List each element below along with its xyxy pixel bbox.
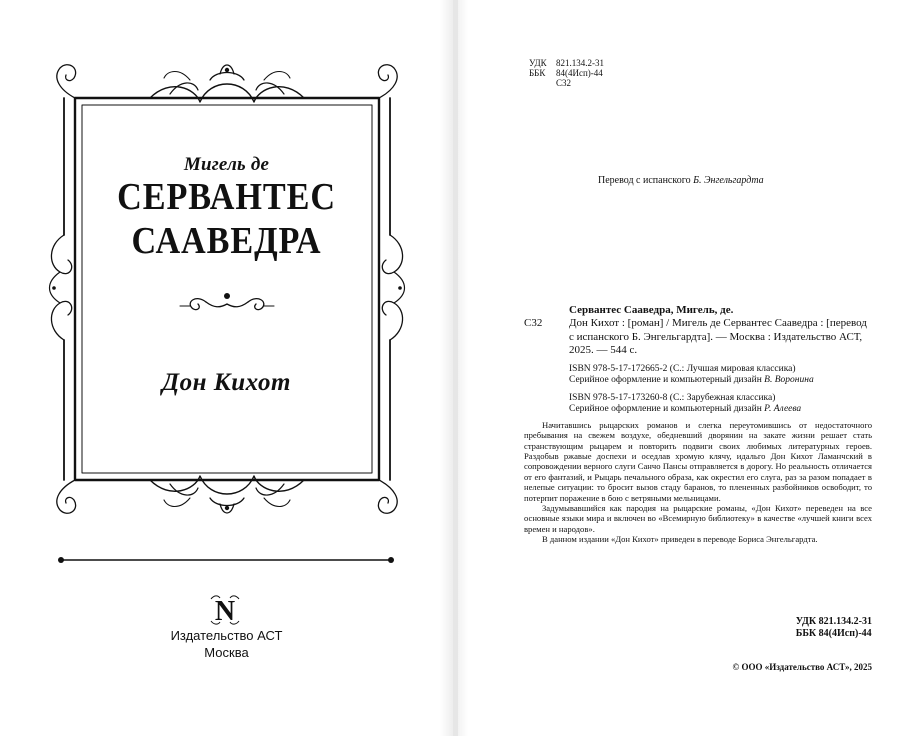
bottom-classification <box>796 616 872 640</box>
author-code-row <box>529 78 604 88</box>
copyright: © ООО «Издательство АСТ», 2025 <box>732 662 872 672</box>
isbn-1: ISBN 978-5-17-172665-2 (С.: Лучшая мировая классика) <box>569 363 796 374</box>
author-code: С32 <box>556 78 572 88</box>
design-credit-1: Серийное оформление и компьютерный дизайн В. Воронина <box>569 375 814 386</box>
divider-line <box>57 555 395 565</box>
isbn-block-2 <box>524 393 872 416</box>
author-first-name: Мигель де <box>183 154 270 175</box>
spine-shadow <box>458 0 468 736</box>
ornamental-frame <box>40 50 414 525</box>
bbk-row <box>529 68 604 78</box>
annotation-paragraph-3: В данном издании «Дон Кихот» приведен в переводе Бориса Энгельгардта. <box>542 534 818 545</box>
biblio-author-code: С32 <box>524 317 543 329</box>
annotation-paragraph-2: Задумывавшийся как пародия на рыцарские романы, «Дон Кихот» переведен на все основные языки мира и включен во «Всемирную библиотеку» в качестве «лучшей книги всех времен и народов». <box>524 503 872 534</box>
book-title: Дон Кихот <box>162 369 291 396</box>
translator-name: Б. Энгельгардта <box>693 175 764 186</box>
udk-row <box>529 58 604 68</box>
biblio-description: С32 Дон Кихот : [роман] / Мигель де Сервантес Сааведра : [перевод с испанского Б. Энгельгардта]. — Москва : Издательство АСТ, 2025. — 544 с. <box>524 317 867 357</box>
isbn-block-1 <box>524 364 872 387</box>
bbk-label: ББК <box>529 68 546 78</box>
udk-value: 821.134.2-31 <box>556 58 604 68</box>
annotation <box>524 420 872 545</box>
udk-label: УДК <box>529 58 547 68</box>
design-credit-2: Серийное оформление и компьютерный дизайн Р. Алеева <box>569 404 802 415</box>
translation-note: Перевод с испанского Б. Энгельгардта <box>598 175 764 186</box>
publisher-logo <box>208 593 242 627</box>
author-surname-line-1: СЕРВАНТЕС <box>117 176 336 218</box>
bottom-bbk: ББК 84(4Исп)-44 <box>795 628 872 639</box>
spine-shadow <box>440 0 453 736</box>
svg-text:N: N <box>214 596 236 627</box>
bibliographic-record <box>524 303 872 545</box>
classification-block <box>529 58 604 88</box>
bottom-udk: УДК 821.134.2-31 <box>795 616 872 627</box>
publisher-city: Москва <box>204 645 249 660</box>
isbn-2: ISBN 978-5-17-173260-8 (С.: Зарубежная классика) <box>569 392 776 403</box>
publisher-name: Издательство АСТ <box>170 628 283 643</box>
bbk-value: 84(4Исп)-44 <box>556 68 603 78</box>
biblio-heading: Сервантес Сааведра, Мигель, де. <box>569 304 734 316</box>
annotation-paragraph-1: Начитавшись рыцарских романов и слегка переутомившись от недостаточного пребывания на свежем воздухе, обедневший дворянин на закате жизни решает стать странствующим рыцарем и повторить подвиги своих любимых литературных героев. Раздобыв ржавые доспехи и оседлав хромую клячу, идальго Дон Кихот Ламанчский в сопровождении верного слуги Санчо Пансы отправляется в дорогу. Но реальность отличается от его фантазий, и Рыцарь печального образа, как окрестил его слуга, раз за разом попадает в нелепые ситуации: то бросит вызов стаду баранов, то плененных разбойников освободит, то потерпит поражение в бою с ветряными мельницами. <box>524 419 872 503</box>
right-page-imprint <box>458 0 906 736</box>
author-surname-line-2: СААВЕДРА <box>131 220 322 262</box>
